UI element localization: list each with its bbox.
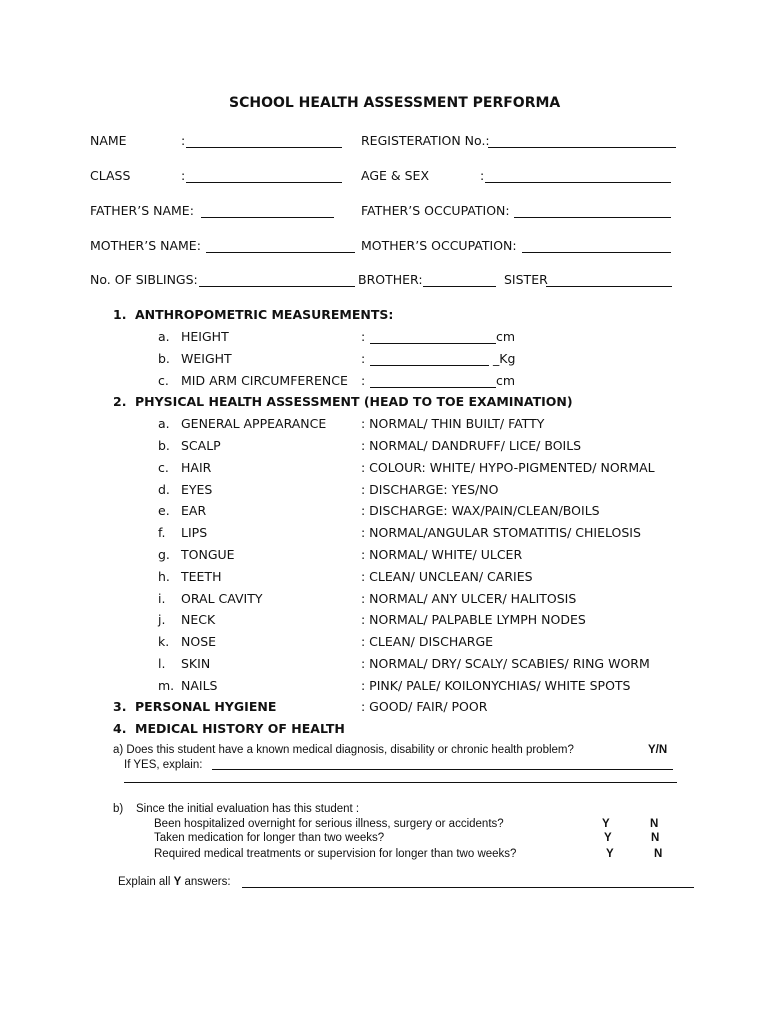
- section2-item-label: SCALP: [181, 438, 221, 453]
- question-a-explain-field-2[interactable]: [124, 782, 677, 783]
- sister-field[interactable]: [546, 286, 672, 287]
- question-a-explain-label: If YES, explain:: [124, 759, 203, 771]
- question-b-item-n[interactable]: N: [650, 818, 659, 830]
- section2-item-label: SKIN: [181, 656, 211, 671]
- age-sex-colon: :: [480, 168, 485, 183]
- question-b-item: Taken medication for longer than two weeks?: [154, 832, 385, 844]
- section4-number: 4.: [113, 721, 127, 736]
- question-b-text: Since the initial evaluation has this student :: [136, 803, 360, 815]
- section2-item-letter: b.: [158, 438, 170, 453]
- section2-number: 2.: [113, 394, 127, 409]
- section3-number: 3.: [113, 699, 127, 714]
- father-name-label: FATHER’S NAME:: [90, 203, 194, 218]
- section2-item-letter: f.: [158, 525, 166, 540]
- question-a-yn: Y/N: [648, 744, 668, 756]
- section3-heading: PERSONAL HYGIENE: [135, 699, 277, 714]
- question-b-item: Been hospitalized overnight for serious illness, surgery or accidents?: [154, 818, 504, 830]
- section2-item-options: : CLEAN/ DISCHARGE: [361, 634, 494, 649]
- registration-label: REGISTERATION No.:: [361, 133, 490, 148]
- section2-item-letter: g.: [158, 547, 170, 562]
- section2-item-options: : COLOUR: WHITE/ HYPO-PIGMENTED/ NORMAL: [361, 460, 655, 475]
- section2-item-options: : DISCHARGE: WAX/PAIN/CLEAN/BOILS: [361, 503, 600, 518]
- father-occupation-label: FATHER’S OCCUPATION:: [361, 203, 510, 218]
- section2-item-label: NAILS: [181, 678, 218, 693]
- father-name-field[interactable]: [201, 217, 334, 218]
- section1-item-label: MID ARM CIRCUMFERENCE: [181, 373, 348, 388]
- weight-field[interactable]: [370, 365, 489, 366]
- section1-item-letter: c.: [158, 373, 169, 388]
- section2-item-label: ORAL CAVITY: [181, 591, 263, 606]
- section2-item-options: : NORMAL/ DANDRUFF/ LICE/ BOILS: [361, 438, 582, 453]
- section1-item-colon: :: [361, 329, 366, 344]
- section2-item-label: TONGUE: [181, 547, 235, 562]
- section1-item-colon: :: [361, 351, 366, 366]
- question-b-prefix: b): [113, 803, 124, 815]
- section2-item-label: GENERAL APPEARANCE: [181, 416, 327, 431]
- explain-all-label: Explain all Y answers:: [118, 876, 231, 888]
- section1-item-label: WEIGHT: [181, 351, 232, 366]
- section1-item-letter: b.: [158, 351, 170, 366]
- question-b-item-y[interactable]: Y: [604, 832, 612, 844]
- section2-item-label: NECK: [181, 612, 216, 627]
- mother-occupation-label: MOTHER’S OCCUPATION:: [361, 238, 517, 253]
- brother-label: BROTHER:: [358, 272, 423, 287]
- sister-label: SISTER: [504, 272, 548, 287]
- height-unit: cm: [496, 329, 516, 344]
- siblings-field[interactable]: [199, 286, 355, 287]
- section1-number: 1.: [113, 307, 127, 322]
- section1-heading: ANTHROPOMETRIC MEASUREMENTS:: [135, 307, 394, 322]
- hygiene-options: : GOOD/ FAIR/ POOR: [361, 699, 488, 714]
- section1-item-colon: :: [361, 373, 366, 388]
- mid-arm-field[interactable]: [370, 387, 496, 388]
- section1-item-label: HEIGHT: [181, 329, 229, 344]
- name-colon: :: [181, 133, 186, 148]
- brother-field[interactable]: [423, 286, 496, 287]
- section2-item-letter: m.: [158, 678, 175, 693]
- section2-item-letter: h.: [158, 569, 170, 584]
- class-field[interactable]: [186, 182, 342, 183]
- question-a-text: a) Does this student have a known medical diagnosis, disability or chronic health problem?: [113, 744, 574, 756]
- explain-all-field[interactable]: [242, 887, 694, 888]
- section2-item-options: : NORMAL/ THIN BUILT/ FATTY: [361, 416, 545, 431]
- father-occupation-field[interactable]: [514, 217, 671, 218]
- section2-item-label: EAR: [181, 503, 207, 518]
- section2-item-options: : NORMAL/ ANY ULCER/ HALITOSIS: [361, 591, 577, 606]
- section2-item-letter: j.: [158, 612, 166, 627]
- name-field[interactable]: [186, 147, 342, 148]
- siblings-label: No. OF SIBLINGS:: [90, 272, 198, 287]
- registration-field[interactable]: [488, 147, 676, 148]
- class-label: CLASS: [90, 168, 131, 183]
- question-b-item-n[interactable]: N: [654, 848, 663, 860]
- section2-item-letter: a.: [158, 416, 170, 431]
- section2-item-options: : DISCHARGE: YES/NO: [361, 482, 499, 497]
- class-colon: :: [181, 168, 186, 183]
- page-title: SCHOOL HEALTH ASSESSMENT PERFORMA: [229, 95, 561, 111]
- mother-name-label: MOTHER’S NAME:: [90, 238, 201, 253]
- mother-occupation-field[interactable]: [522, 252, 671, 253]
- section2-item-options: : NORMAL/ WHITE/ ULCER: [361, 547, 523, 562]
- section2-item-label: EYES: [181, 482, 213, 497]
- section2-item-label: HAIR: [181, 460, 212, 475]
- question-b-item: Required medical treatments or supervision for longer than two weeks?: [154, 848, 517, 860]
- section2-item-options: : CLEAN/ UNCLEAN/ CARIES: [361, 569, 533, 584]
- weight-unit: _Kg: [493, 351, 516, 366]
- section2-item-label: LIPS: [181, 525, 208, 540]
- question-b-item-n[interactable]: N: [651, 832, 660, 844]
- mother-name-field[interactable]: [206, 252, 355, 253]
- age-sex-label: AGE & SEX: [361, 168, 430, 183]
- section2-item-label: NOSE: [181, 634, 217, 649]
- section2-item-letter: l.: [158, 656, 166, 671]
- section2-item-options: : NORMAL/ PALPABLE LYMPH NODES: [361, 612, 586, 627]
- section4-heading: MEDICAL HISTORY OF HEALTH: [135, 721, 345, 736]
- section2-item-letter: d.: [158, 482, 170, 497]
- question-b-item-y[interactable]: Y: [606, 848, 614, 860]
- section2-item-options: : PINK/ PALE/ KOILONYCHIAS/ WHITE SPOTS: [361, 678, 631, 693]
- question-b-item-y[interactable]: Y: [602, 818, 610, 830]
- section2-item-letter: c.: [158, 460, 169, 475]
- height-field[interactable]: [370, 343, 496, 344]
- name-label: NAME: [90, 133, 127, 148]
- age-sex-field[interactable]: [485, 182, 671, 183]
- section2-item-letter: e.: [158, 503, 170, 518]
- mid-arm-unit: cm: [496, 373, 516, 388]
- section2-item-label: TEETH: [181, 569, 222, 584]
- question-a-explain-field[interactable]: [212, 769, 673, 770]
- section2-heading: PHYSICAL HEALTH ASSESSMENT (HEAD TO TOE EXAMINATION): [135, 394, 573, 409]
- section2-item-letter: i.: [158, 591, 166, 606]
- section2-item-options: : NORMAL/ANGULAR STOMATITIS/ CHIELOSIS: [361, 525, 641, 540]
- section2-item-options: : NORMAL/ DRY/ SCALY/ SCABIES/ RING WORM: [361, 656, 650, 671]
- section1-item-letter: a.: [158, 329, 170, 344]
- section2-item-letter: k.: [158, 634, 170, 649]
